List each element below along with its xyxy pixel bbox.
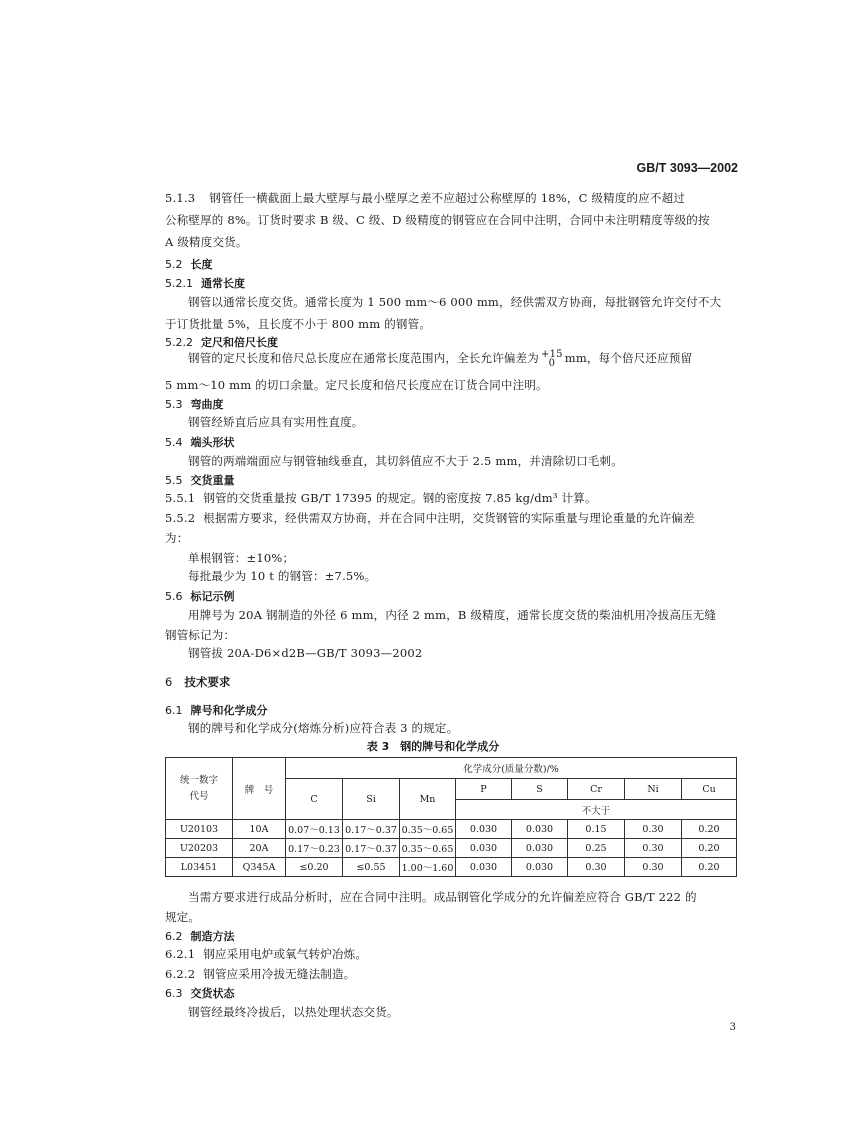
section-title: 通常长度 <box>201 277 245 290</box>
header-c: C <box>286 779 343 820</box>
cell-ni: 0.30 <box>625 839 682 858</box>
clause-5-1-3-line2: 公称壁厚的 8%。订货时要求 B 级、C 级、D 级精度的钢管应在合同中注明，合同中未注明精度等级的按 <box>165 213 710 227</box>
section-6-3-heading <box>165 985 235 1001</box>
page-number: 3 <box>729 1022 736 1033</box>
clause-5-3-line1: 钢管经矫直后应具有实用性直度。 <box>188 415 364 429</box>
marking-example: 钢管拔 20A-D6×d2B—GB/T 3093—2002 <box>188 646 423 660</box>
cell-s: 0.030 <box>512 839 568 858</box>
clause-5-2-1-line1: 钢管以通常长度交货。通常长度为 1 500 mm～6 000 mm，经供需双方协商，每批钢管允许交付不大 <box>188 295 722 309</box>
cell-p: 0.030 <box>456 858 512 877</box>
cell-p: 0.030 <box>456 839 512 858</box>
clause-5-6-line2: 钢管标记为： <box>165 628 236 642</box>
standard-code-header: GB/T 3093—2002 <box>636 161 738 175</box>
section-6-1-heading <box>165 702 268 718</box>
clause-text: 钢管的定尺长度和倍尺总长度应在通常长度范围内，全长允许偏差为 <box>188 351 539 365</box>
cell-cr: 0.25 <box>568 839 625 858</box>
clause-text: 钢管应采用冷拔无缝法制造。 <box>203 967 356 981</box>
clause-text: 钢应采用电炉或氧气转炉冶炼。 <box>203 947 368 961</box>
header-code: 统一数字代号 <box>166 758 233 820</box>
clause-number: 6.2.2 <box>165 967 196 981</box>
section-6-2-heading <box>165 928 235 944</box>
header-max: 不大于 <box>456 800 737 820</box>
cell-s: 0.030 <box>512 820 568 839</box>
section-title: 弯曲度 <box>190 398 224 411</box>
clause-number: 5.5.1 <box>165 491 196 505</box>
section-title: 交货状态 <box>190 987 235 1000</box>
section-number: 5.2 <box>165 258 183 271</box>
cell-cu: 0.20 <box>682 820 737 839</box>
cell-mn: 0.35～0.65 <box>400 820 456 839</box>
section-5-6-heading <box>165 588 235 604</box>
section-number: 5.4 <box>165 436 183 449</box>
header-ni: Ni <box>625 779 682 800</box>
clause-5-5-2-line3: 单根钢管：±10%； <box>188 551 295 565</box>
length-tolerance <box>541 350 563 368</box>
table-row <box>166 839 737 858</box>
cell-grade: 20A <box>233 839 286 858</box>
chapter-title: 技术要求 <box>184 675 231 689</box>
clause-number: 5.1.3 <box>165 191 196 205</box>
cell-si: 0.17～0.37 <box>343 839 400 858</box>
header-p: P <box>456 779 512 800</box>
after-table-line2: 规定。 <box>165 910 201 924</box>
section-5-4-heading <box>165 434 235 450</box>
clause-5-2-2-line2: 5 mm～10 mm 的切口余量。定尺长度和倍尺长度应在订货合同中注明。 <box>165 378 548 392</box>
section-5-3-heading <box>165 396 224 412</box>
table-3-chemical-composition <box>165 757 737 877</box>
tolerance-lower: 0 <box>548 358 556 369</box>
section-5-2-1-heading <box>165 275 245 291</box>
cell-cu: 0.20 <box>682 858 737 877</box>
clause-text: mm，每个倍尺还应预留 <box>564 351 693 365</box>
section-number: 5.2.2 <box>165 336 193 349</box>
chapter-6-heading <box>165 674 230 690</box>
cell-grade: 10A <box>233 820 286 839</box>
cell-p: 0.030 <box>456 820 512 839</box>
clause-number: 6.2.1 <box>165 947 196 961</box>
table-row <box>166 858 737 877</box>
header-s: S <box>512 779 568 800</box>
section-number: 5.2.1 <box>165 277 193 290</box>
section-title: 交货重量 <box>190 474 235 487</box>
clause-5-5-1-line1 <box>165 490 597 506</box>
table-row <box>166 820 737 839</box>
section-title: 定尺和倍尺长度 <box>201 336 278 349</box>
header-cu: Cu <box>682 779 737 800</box>
chapter-number: 6 <box>165 675 173 689</box>
section-title: 长度 <box>190 258 213 271</box>
clause-5-5-2-line4: 每批最少为 10 t 的钢管：±7.5%。 <box>188 569 377 583</box>
section-title: 标记示例 <box>190 590 235 603</box>
cell-c: 0.07～0.13 <box>286 820 343 839</box>
clause-text: 钢管的交货重量按 GB/T 17395 的规定。钢的密度按 7.85 kg/dm³ 计算。 <box>203 491 597 505</box>
clause-5-5-2-line2: 为： <box>165 531 189 545</box>
section-number: 5.5 <box>165 474 183 487</box>
section-5-2-2-heading <box>165 334 278 350</box>
cell-si: ≤0.55 <box>343 858 400 877</box>
cell-code: L03451 <box>166 858 233 877</box>
clause-text: 根据需方要求，经供需双方协商，并在合同中注明，交货钢管的实际重量与理论重量的允许偏差 <box>203 511 695 525</box>
section-number: 6.2 <box>165 930 183 943</box>
cell-ni: 0.30 <box>625 820 682 839</box>
cell-cr: 0.15 <box>568 820 625 839</box>
cell-grade: Q345A <box>233 858 286 877</box>
header-cr: Cr <box>568 779 625 800</box>
header-grade: 牌 号 <box>233 758 286 820</box>
cell-c: ≤0.20 <box>286 858 343 877</box>
cell-s: 0.030 <box>512 858 568 877</box>
section-number: 5.6 <box>165 590 183 603</box>
clause-text: 钢管任一横截面上最大壁厚与最小壁厚之差不应超过公称壁厚的 18%，C 级精度的应不超过 <box>209 191 686 205</box>
cell-code: U20103 <box>166 820 233 839</box>
clause-5-6-line1: 用牌号为 20A 钢制造的外径 6 mm，内径 2 mm，B 级精度，通常长度交货的柴油机用冷拔高压无缝 <box>188 608 717 622</box>
clause-5-1-3-line1 <box>165 190 685 206</box>
header-chemical-composition: 化学成分(质量分数)/% <box>286 758 737 779</box>
table-3-caption: 表 3 钢的牌号和化学成分 <box>366 740 500 753</box>
header-si: Si <box>343 779 400 820</box>
clause-5-1-3-line3: A 级精度交货。 <box>165 235 248 249</box>
cell-si: 0.17～0.37 <box>343 820 400 839</box>
section-title: 端头形状 <box>190 436 235 449</box>
cell-cu: 0.20 <box>682 839 737 858</box>
section-number: 6.3 <box>165 987 183 1000</box>
section-number: 6.1 <box>165 704 183 717</box>
clause-6-2-2-line1 <box>165 966 355 982</box>
cell-mn: 0.35～0.65 <box>400 839 456 858</box>
clause-5-4-line1: 钢管的两端端面应与钢管轴线垂直，其切斜值应不大于 2.5 mm，并清除切口毛刺。 <box>188 454 623 468</box>
cell-ni: 0.30 <box>625 858 682 877</box>
clause-5-2-1-line2: 于订货批量 5%，且长度不小于 800 mm 的钢管。 <box>165 317 432 331</box>
header-mn: Mn <box>400 779 456 820</box>
cell-mn: 1.00～1.60 <box>400 858 456 877</box>
clause-6-3-line1: 钢管经最终冷拔后，以热处理状态交货。 <box>188 1005 399 1019</box>
section-5-2-heading <box>165 256 213 272</box>
section-number: 5.3 <box>165 398 183 411</box>
section-title: 牌号和化学成分 <box>190 704 268 717</box>
cell-code: U20203 <box>166 839 233 858</box>
clause-6-1-line1: 钢的牌号和化学成分(熔炼分析)应符合表 3 的规定。 <box>188 721 459 735</box>
section-title: 制造方法 <box>190 930 235 943</box>
clause-number: 5.5.2 <box>165 511 196 525</box>
clause-5-2-2-line1 <box>188 350 692 368</box>
after-table-line1: 当需方要求进行成品分析时，应在合同中注明。成品钢管化学成分的允许偏差应符合 GB/T 222 的 <box>188 890 697 904</box>
tolerance-upper: +15 <box>541 349 563 360</box>
cell-cr: 0.30 <box>568 858 625 877</box>
cell-c: 0.17～0.23 <box>286 839 343 858</box>
clause-6-2-1-line1 <box>165 946 367 962</box>
clause-5-5-2-line1 <box>165 510 695 526</box>
section-5-5-heading <box>165 472 235 488</box>
